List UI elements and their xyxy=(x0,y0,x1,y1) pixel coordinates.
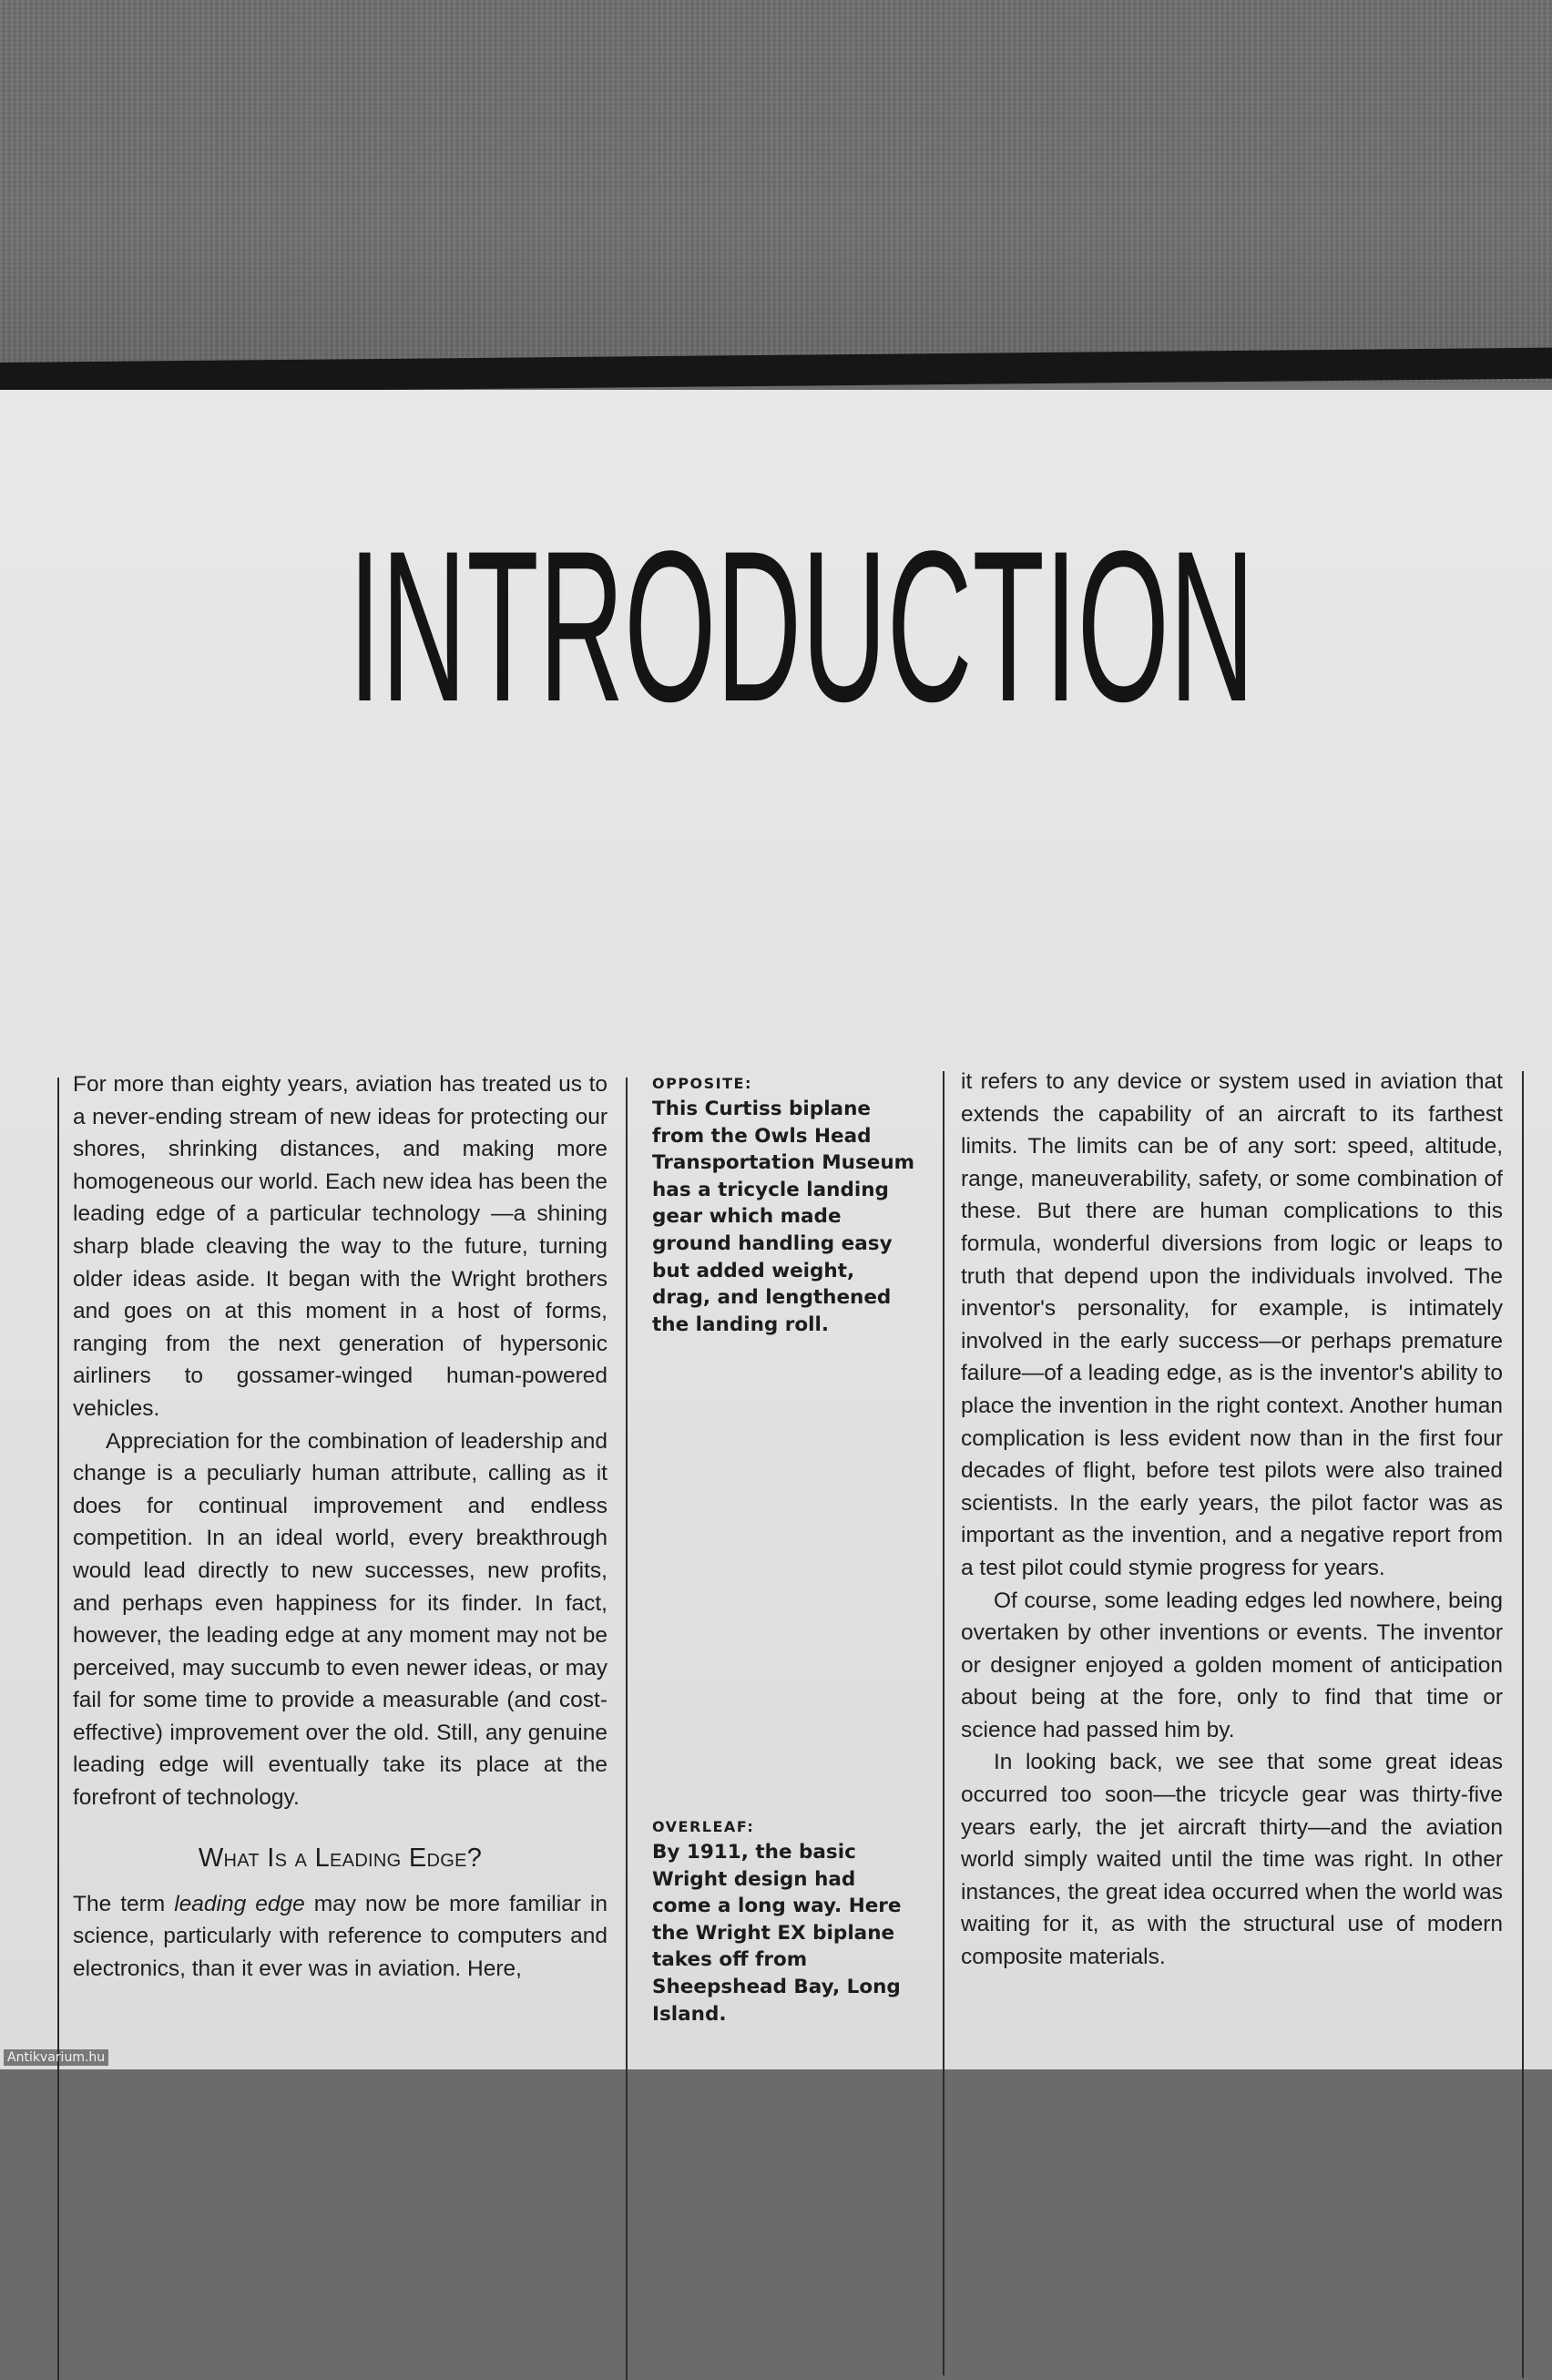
paragraph: Appreciation for the combination of leadership and change is a peculiarly human attribute, calling as it does for continual improvement and endless competition. In an ideal world, every breakthrough would lead directly to new successes, new profits, and perhaps even happiness for its finder. In fact, however, the leading edge at any moment may not be perceived, may succumb to even newer ideas, or may fail for some time to provide a measurable (and cost-effective) improvement over the old. Still, any genuine leading edge will eventually take its place at the forefront of technology. xyxy=(73,1428,608,1811)
paragraph: it refers to any device or system used in aviation that extends the capability of an aircraft to its farthest limits. The limits can be of any sort: speed, altitude, range, maneuverability, safety, or some combination of these. But there are human complications to this formula, wonderful diversions from logic or leaps to truth that depend upon the individuals involved. The inventor's personality, for example, is intimately involved in the early success—or perhaps premature failure—of a leading edge, as is the inventor's ability to place the invention in the right context. Another human complication is less evident now than in the first four decades of flight, before test pilots were also trained scientists. In the early years, the pilot factor was as important as the invention, and a negative report from a test pilot could stymie progress for years. xyxy=(961,1069,1503,1580)
section-heading: What Is a Leading Edge? xyxy=(198,1843,483,1873)
paragraph: Of course, some leading edges led nowhere, being overtaken by other inventions or events. The inventor or designer enjoyed a golden moment of anticipation about being at the fore, only to find that time or science had passed him by. xyxy=(961,1588,1503,1742)
paragraph: In looking back, we see that some great ideas occurred too soon—the tricycle gear was thirty-five years early, the jet aircraft thirty—and the aviation world simply waited until the time was right. In other instances, the great idea occurred when the world was waiting for it, as with the structural use of modern composite materials. xyxy=(961,1750,1503,1970)
caption-text: This Curtiss biplane from the Owls Head Transportation Museum has a tricycle landing gear which made ground handling easy but added weight, drag, and lengthened the landing roll. xyxy=(652,1098,915,1336)
caption-opposite xyxy=(652,1075,916,1338)
left-text-column xyxy=(73,1068,608,1985)
book-page xyxy=(0,390,1552,2069)
caption-text: By 1911, the basic Wright design had come a long way. Here the Wright EX biplane takes off from Sheepshead Bay, Long Island. xyxy=(652,1841,902,2026)
emphasized-term: leading edge xyxy=(174,1891,305,1916)
caption-overleaf xyxy=(652,1818,916,2028)
right-text-column xyxy=(961,1066,1503,1974)
background-surface xyxy=(0,0,1552,383)
column-rule-right xyxy=(1522,1071,1524,2378)
paragraph: For more than eighty years, aviation has treated us to a never-ending stream of new ideas for protecting our shores, shrinking distances, and making more homogeneous our world. Each new idea has been the leading edge of a particular technology —a shining sharp blade cleaving the way to the future, turning older ideas aside. It began with the Wright brothers and goes on at this moment in a host of forms, ranging from the next generation of hypersonic airliners to gossamer-winged human-powered vehicles. xyxy=(73,1072,608,1421)
paragraph-text: may now be more familiar in science, particularly with reference to computers and electronics, than it ever was in aviation. Here, xyxy=(73,1891,608,1981)
paragraph xyxy=(73,1888,608,1986)
caption-heading: OVERLEAF: xyxy=(652,1818,755,1835)
page-title: INTRODUCTION xyxy=(348,506,1255,747)
caption-heading: OPPOSITE: xyxy=(652,1075,752,1092)
watermark-label: Antikvarium.hu xyxy=(4,2049,108,2066)
column-rule-left xyxy=(57,1078,59,2380)
column-rule-center-right xyxy=(943,1071,944,2375)
paragraph-text: The term xyxy=(73,1891,175,1916)
column-rule-center-left xyxy=(626,1078,628,2380)
